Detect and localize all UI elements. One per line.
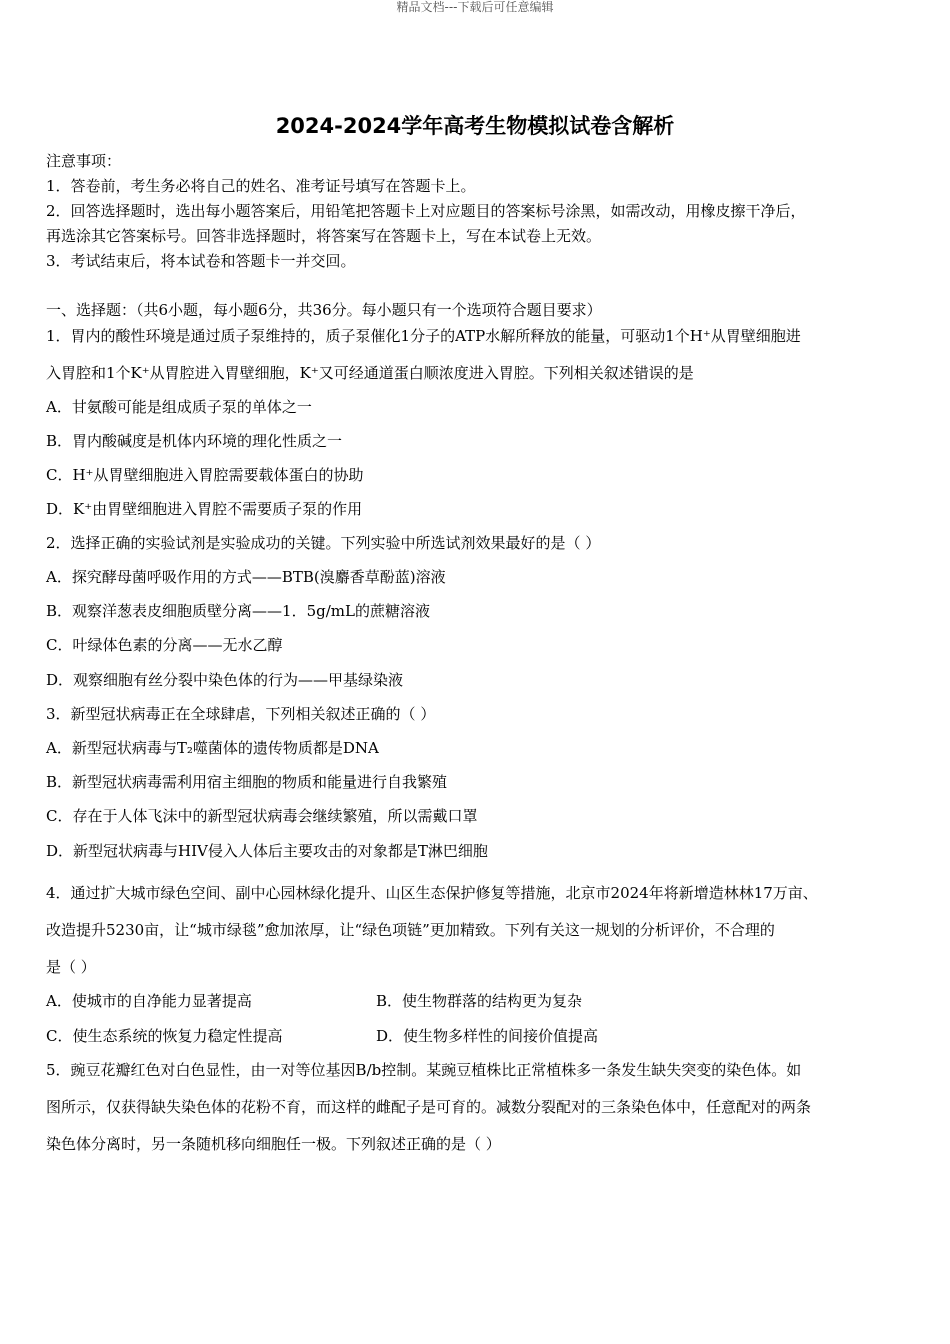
q1-stem: 入胃腔和1个K⁺从胃腔进入胃壁细胞，K⁺又可经通道蛋白顺浓度进入胃腔。下列相关叙述错误的是 [46, 364, 694, 382]
q2-option-a: A．探究酵母菌呼吸作用的方式——BTB(溴麝香草酚蓝)溶液 [46, 568, 446, 586]
q4-stem: 是（ ） [46, 958, 96, 976]
notice-item: 1．答卷前，考生务必将自己的姓名、准考证号填写在答题卡上。 [46, 177, 476, 195]
notice-item: 2．回答选择题时，选出每小题答案后，用铅笔把答题卡上对应题目的答案标号涂黑，如需改动，用橡皮擦干净后， [46, 202, 806, 220]
section-heading: 一、选择题：（共6小题，每小题6分，共36分。每小题只有一个选项符合题目要求） [46, 301, 602, 319]
q5-stem: 染色体分离时，另一条随机移向细胞任一极。下列叙述正确的是（ ） [46, 1135, 501, 1153]
q1-option-a: A．甘氨酸可能是组成质子泵的单体之一 [46, 398, 312, 416]
notice-item: 3．考试结束后，将本试卷和答题卡一并交回。 [46, 252, 356, 270]
q4-options-row [46, 1025, 906, 1047]
q1-option-c: C．H⁺从胃壁细胞进入胃腔需要载体蛋白的协助 [46, 466, 364, 484]
q4-option-b: B．使生物群落的结构更为复杂 [376, 992, 583, 1010]
q3-option-b: B．新型冠状病毒需利用宿主细胞的物质和能量进行自我繁殖 [46, 773, 448, 791]
q5-stem: 5．豌豆花瓣红色对白色显性，由一对等位基因B/b控制。某豌豆植株比正常植株多一条发生缺失突变的染色体。如 [46, 1061, 802, 1079]
q2-stem: 2．选择正确的实验试剂是实验成功的关键。下列实验中所选试剂效果最好的是（ ） [46, 534, 601, 552]
q5-stem: 图所示，仅获得缺失染色体的花粉不育，而这样的雌配子是可育的。减数分裂配对的三条染色体中，任意配对的两条 [46, 1098, 812, 1116]
q3-stem: 3．新型冠状病毒正在全球肆虐，下列相关叙述正确的（ ） [46, 705, 436, 723]
q1-stem: 1．胃内的酸性环境是通过质子泵维持的，质子泵催化1分子的ATP水解所释放的能量，可驱动1个H⁺从胃壁细胞进 [46, 327, 801, 345]
page-title: 2024-2024学年高考生物模拟试卷含解析 [275, 114, 675, 138]
q4-option-c: C．使生态系统的恢复力稳定性提高 [46, 1027, 283, 1045]
q3-option-a: A．新型冠状病毒与T₂噬菌体的遗传物质都是DNA [46, 739, 379, 757]
q4-options-row [46, 990, 906, 1012]
q4-option-d: D．使生物多样性的间接价值提高 [376, 1027, 599, 1045]
q2-option-c: C．叶绿体色素的分离——无水乙醇 [46, 636, 283, 654]
q4-stem: 4．通过扩大城市绿色空间、副中心园林绿化提升、山区生态保护修复等措施，北京市2024年将新增造林林17万亩、 [46, 884, 818, 902]
q2-option-d: D．观察细胞有丝分裂中染色体的行为——甲基绿染液 [46, 671, 404, 689]
notice-item: 再选涂其它答案标号。回答非选择题时，将答案写在答题卡上，写在本试卷上无效。 [46, 227, 602, 245]
q2-option-b: B．观察洋葱表皮细胞质壁分离——1．5g/mL的蔗糖溶液 [46, 602, 430, 620]
q4-stem: 改造提升5230亩，让“城市绿毯”愈加浓厚，让“绿色项链”更加精致。下列有关这一规划的分析评价，不合理的 [46, 921, 775, 939]
q3-option-c: C．存在于人体飞沫中的新型冠状病毒会继续繁殖，所以需戴口罩 [46, 807, 478, 825]
q4-option-a: A．使城市的自净能力显著提高 [46, 992, 252, 1010]
watermark: 精品文档---下载后可任意编辑 [396, 0, 554, 14]
notice-heading: 注意事项： [46, 152, 122, 170]
q3-option-d: D．新型冠状病毒与HIV侵入人体后主要攻击的对象都是T淋巴细胞 [46, 842, 488, 860]
q1-option-d: D．K⁺由胃壁细胞进入胃腔不需要质子泵的作用 [46, 500, 363, 518]
q1-option-b: B．胃内酸碱度是机体内环境的理化性质之一 [46, 432, 343, 450]
